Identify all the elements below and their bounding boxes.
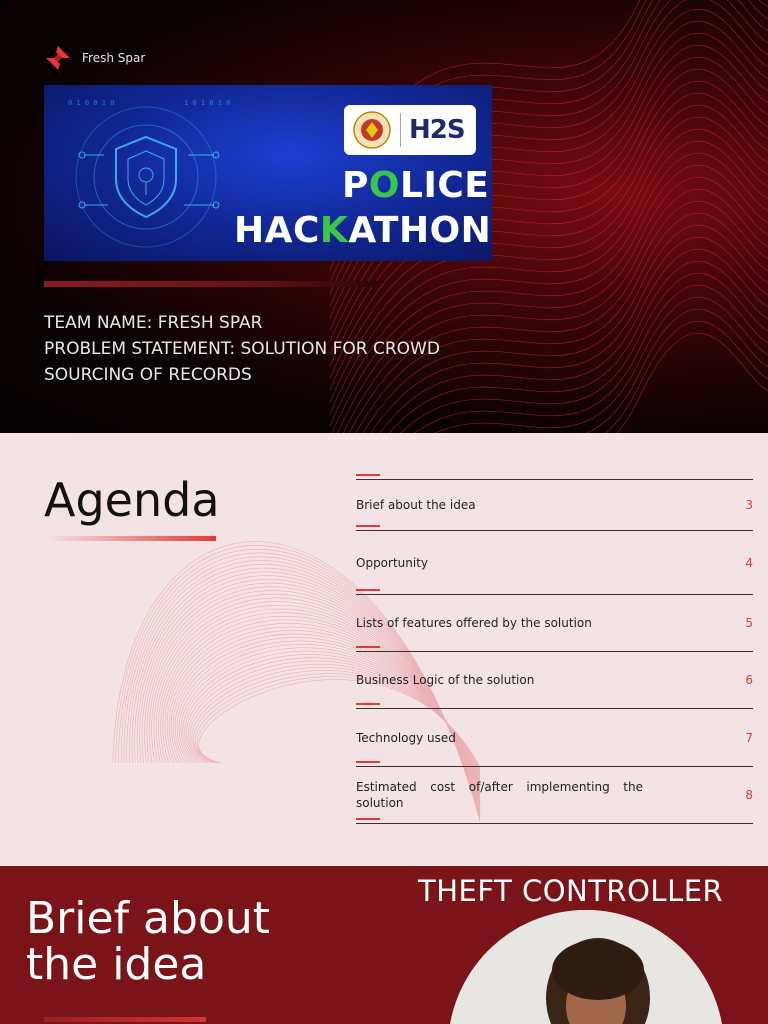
brief-title: Brief about the idea: [26, 893, 270, 990]
agenda-slide: [0, 433, 768, 866]
logo-divider: [400, 113, 401, 147]
agenda-item-label: Technology used: [356, 730, 456, 745]
banner-title-line1: POLICE: [342, 165, 490, 206]
agenda-underline: [48, 536, 216, 541]
person-illustration: [448, 910, 724, 1024]
title-slide: [0, 0, 768, 433]
fresh-spar-logo-icon: [44, 44, 72, 72]
agenda-item-page: 5: [745, 616, 753, 630]
agenda-item-page: 3: [745, 498, 753, 512]
brand: [44, 44, 145, 72]
team-info: [44, 310, 504, 388]
karnataka-police-seal-icon: [352, 110, 392, 150]
svg-text:0 1 0 0 1 0: 0 1 0 0 1 0: [68, 99, 115, 107]
agenda-item-page: 6: [745, 673, 753, 687]
agenda-item-label: Opportunity: [356, 555, 429, 570]
agenda-item[interactable]: [356, 708, 753, 766]
agenda-list: [356, 473, 753, 824]
agenda-item-page: 8: [745, 788, 753, 802]
agenda-item[interactable]: [356, 594, 753, 651]
h2s-logo: H2S: [409, 115, 465, 145]
agenda-item-page: 7: [745, 730, 753, 745]
divider-bar: [44, 281, 378, 287]
person-photo: [448, 910, 724, 1024]
police-hackathon-banner: [44, 85, 492, 261]
problem-statement: PROBLEM STATEMENT: SOLUTION FOR CROWD SOURCING OF RECORDS: [44, 339, 440, 385]
brief-slide: [0, 866, 768, 1024]
theft-controller-title: THEFT CONTROLLER: [418, 874, 724, 908]
banner-title-line2: HACKATHON: [234, 210, 492, 251]
agenda-title: Agenda: [44, 473, 220, 527]
partner-logos: [344, 105, 476, 155]
agenda-item-label: Business Logic of the solution: [356, 673, 535, 687]
team-name: TEAM NAME: FRESH SPAR: [44, 313, 263, 333]
svg-text:1 0 1 0 1 0: 1 0 1 0 1 0: [184, 99, 231, 107]
agenda-bottom-rule: [356, 823, 753, 824]
agenda-item-page: 4: [745, 555, 753, 570]
brand-name: Fresh Spar: [82, 51, 146, 65]
agenda-item[interactable]: [356, 766, 753, 823]
agenda-item-label: Brief about the idea: [356, 498, 476, 512]
agenda-item-label: Lists of features offered by the solution: [356, 616, 592, 630]
agenda-item-label: Estimated cost of/after implementing the solution: [356, 780, 643, 810]
agenda-item[interactable]: [356, 651, 753, 708]
brief-underline: [44, 1017, 206, 1022]
agenda-item[interactable]: [356, 530, 753, 594]
agenda-item[interactable]: [356, 479, 753, 530]
